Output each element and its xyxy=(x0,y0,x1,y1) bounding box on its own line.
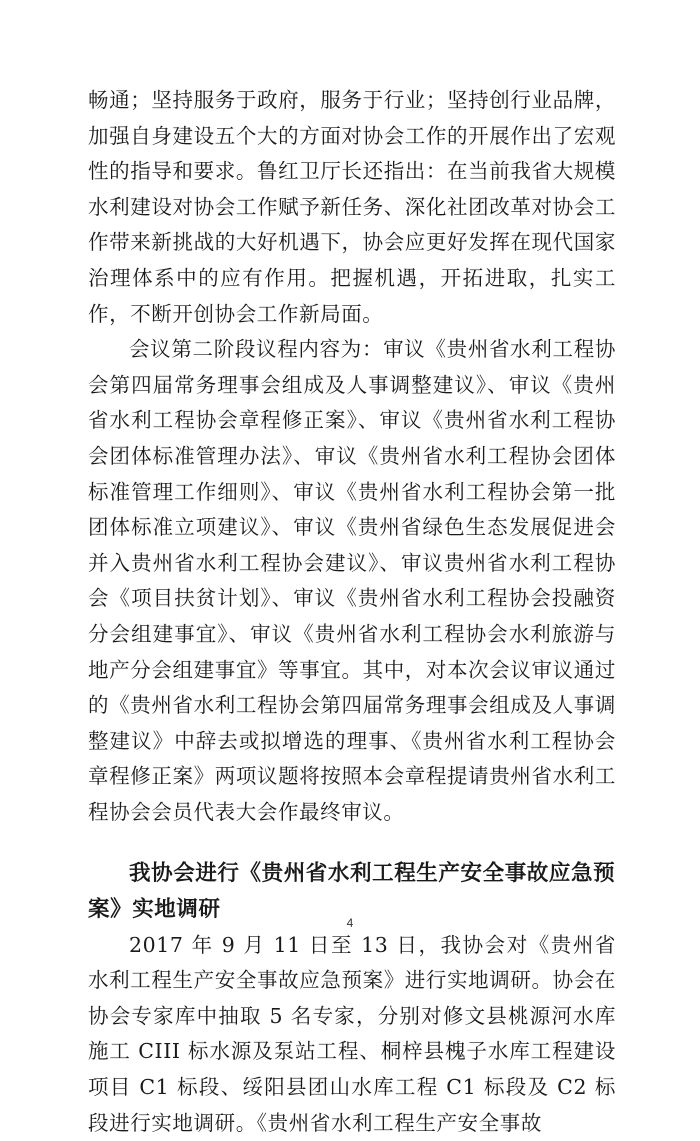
section-heading: 我协会进行《贵州省水利工程生产安全事故应急预案》实地调研 xyxy=(88,861,616,923)
paragraph-continued: 畅通；坚持服务于政府，服务于行业；坚持创行业品牌，加强自身建设五个大的方面对协会工作的开展作出了宏观性的指导和要求。鲁红卫厅长还指出：在当前我省大规模水利建设对协会工作赋予新任务、深化社团改革对协会工作带来新挑战的大好机遇下，协会应更好发挥在现代国家治理体系中的应有作用。把握机遇，开拓进取，扎实工作，不断开创协会工作新局面。 xyxy=(88,88,616,326)
page-number: 4 xyxy=(346,916,354,930)
document-body xyxy=(88,83,616,1141)
paragraph-field-research: 2017 年 9 月 11 日至 13 日，我协会对《贵州省水利工程生产安全事故应急预案》进行实地调研。协会在协会专家库中抽取 5 名专家，分别对修文县桃源河水库施工 CIII 标水源及泵站工程、桐梓县槐子水库工程建设项目 C1 标段、绥阳县团山水库工程 C1 标段及 C2 标段进行实地调研。《贵州省水利工程生产安全事故 xyxy=(88,932,616,1135)
paragraph-meeting-agenda: 会议第二阶段议程内容为：审议《贵州省水利工程协会第四届常务理事会组成及人事调整建议》、审议《贵州省水利工程协会章程修正案》、审议《贵州省水利工程协会团体标准管理办法》、审议《贵州省水利工程协会团体标准管理工作细则》、审议《贵州省水利工程协会第一批团体标准立项建议》、审议《贵州省绿色生态发展促进会并入贵州省水利工程协会建议》、审议贵州省水利工程协会《项目扶贫计划》、审议《贵州省水利工程协会投融资分会组建事宜》、审议《贵州省水利工程协会水利旅游与地产分会组建事宜》等事宜。其中，对本次会议审议通过的《贵州省水利工程协会第四届常务理事会组成及人事调整建议》中辞去或拟增选的理事、《贵州省水利工程协会章程修正案》两项议题将按照本会章程提请贵州省水利工程协会会员代表大会作最终审议。 xyxy=(88,337,616,824)
